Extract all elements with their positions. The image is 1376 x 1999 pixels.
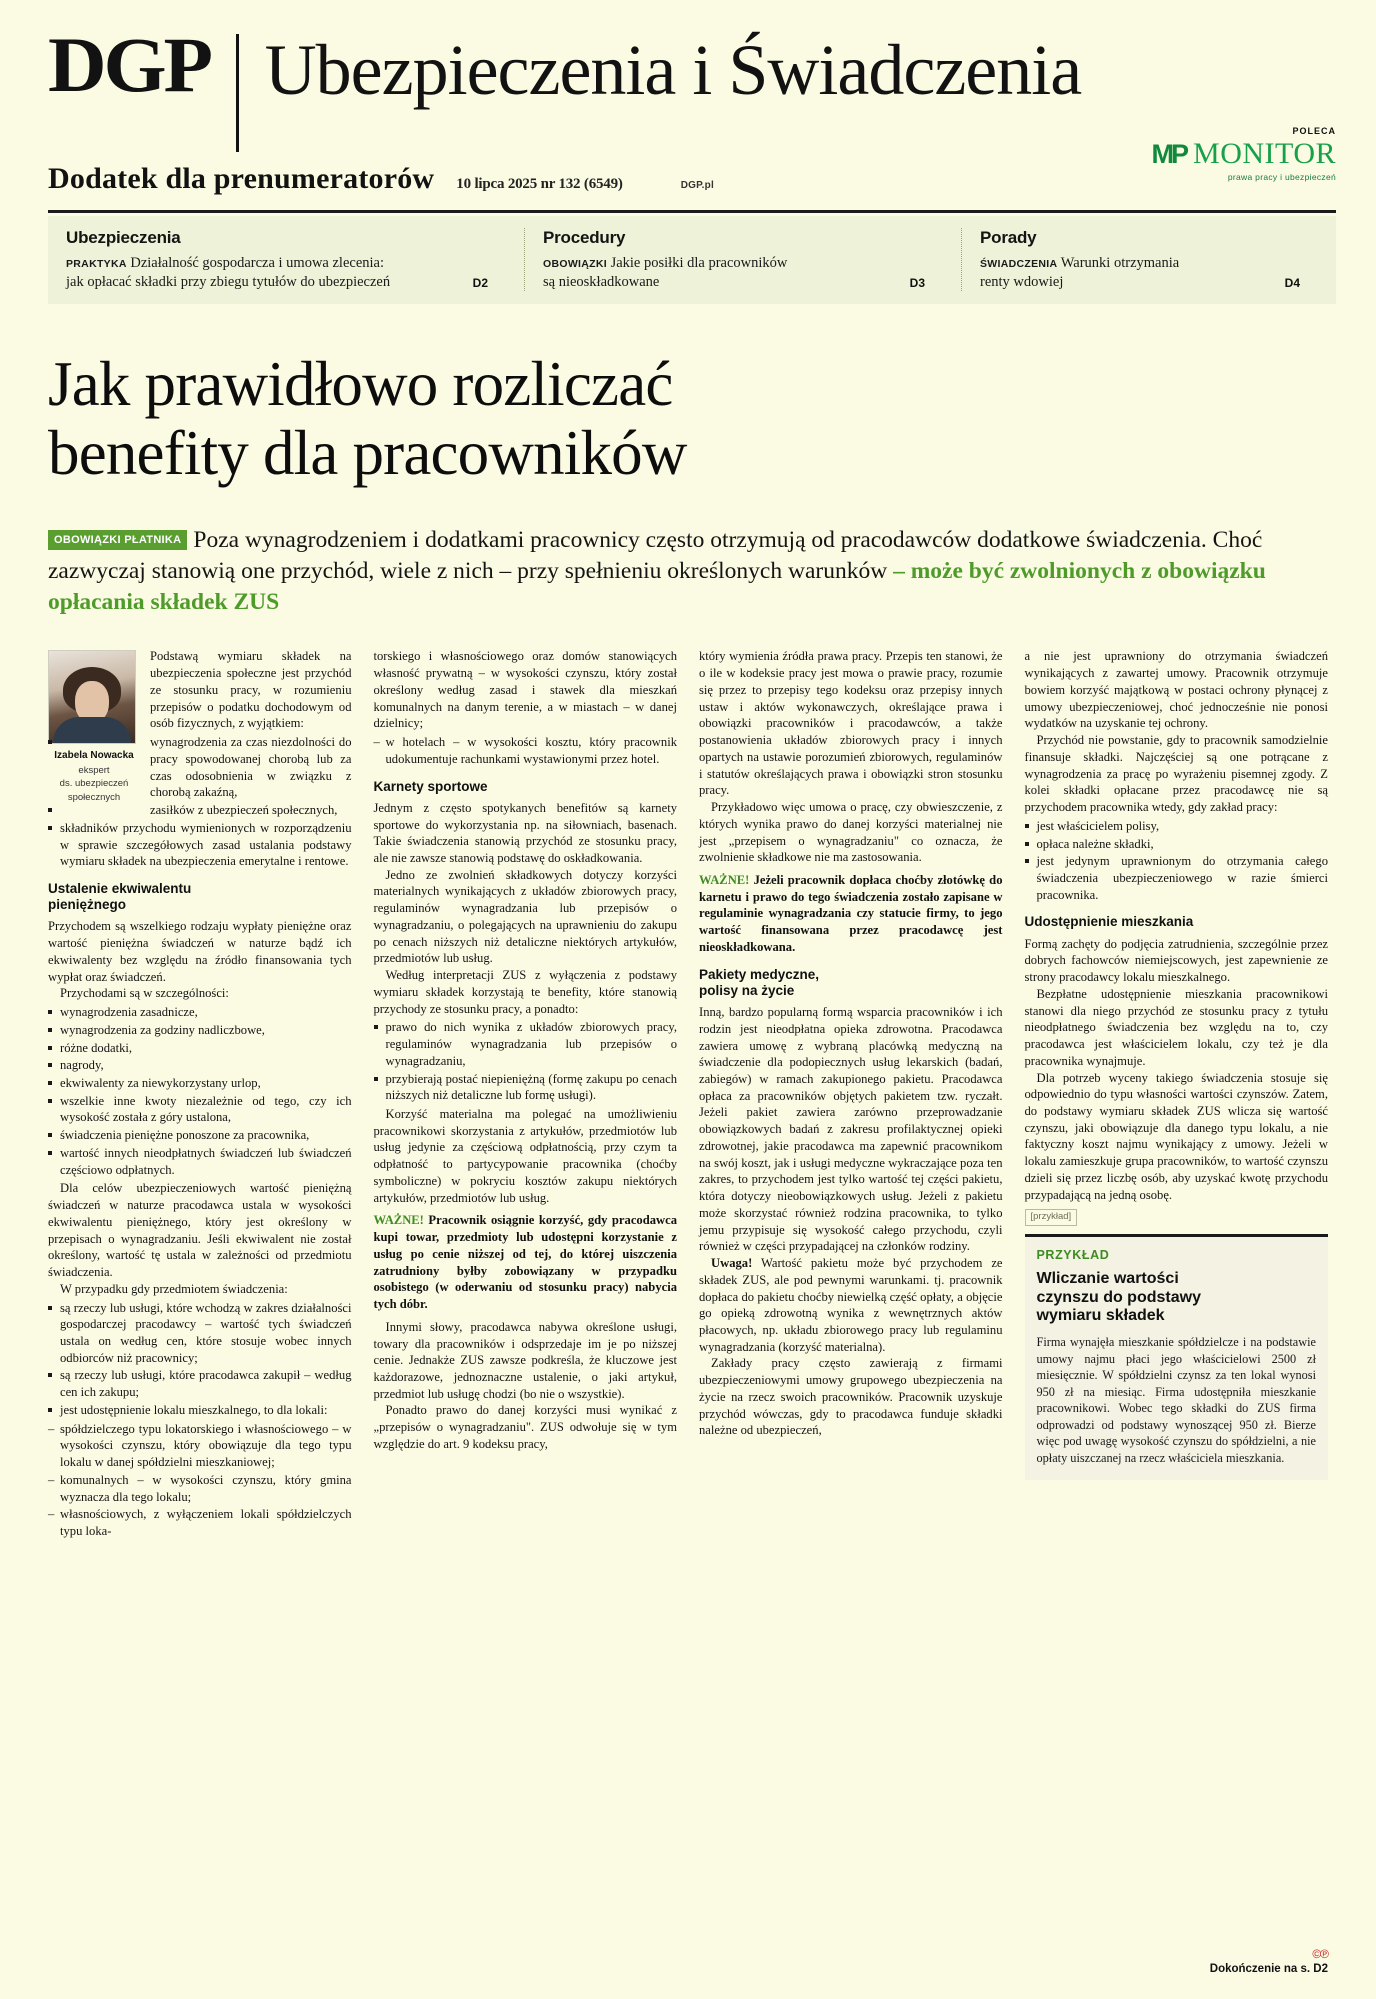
nav-heading: Porady <box>980 228 1037 247</box>
nav-teaser <box>66 254 506 291</box>
list-item: – spółdzielczego typu lokatorskiego i własnościowego – w wysokości czynszu, który obowiązuje dla tego typu lokalu w danej spółdzielni mieszkaniowej; <box>48 1421 352 1471</box>
partner-tagline: prawa pracy i ubezpieczeń <box>1227 172 1336 182</box>
author-role-3: społecznych <box>67 791 121 803</box>
copyright-icon: ©℗ <box>1312 1947 1328 1961</box>
supplement-title: Ubezpieczenia i Świadczenia <box>264 30 1082 110</box>
subhead-row <box>0 126 1376 196</box>
dash-list <box>48 1421 352 1540</box>
nav-page-ref: D4 <box>1284 275 1300 290</box>
author-name: Izabela Nowacka <box>54 750 134 762</box>
list-item: różne dodatki, <box>48 1040 352 1057</box>
paragraph: Jednym z często spotykanych benefitów są karnety sportowe do wykorzystania np. na siłowniach, basenach. Takie świadczenia stanowią przychód ze stosunku pracy, ale nie zawsze stanowią podstawę do oskładkowania. <box>373 800 677 865</box>
issue-line: 10 lipca 2025 nr 132 (6549) <box>456 176 623 192</box>
list-item: wynagrodzenia za godziny nadliczbowe, <box>48 1022 352 1039</box>
lead-text: Poza wynagrodzeniem i dodatkami pracownicy często otrzymują od pracodawców dodatkowe świadczenia. Choć zazwyczaj stanowią one przychód, wiele z nich – przy spełnieniu określonych warunków <box>48 526 1263 584</box>
dash-list <box>374 734 678 767</box>
subheading-udostepnienie: Udostępnienie mieszkania <box>1024 914 1194 930</box>
nav-heading: Procedury <box>543 228 626 247</box>
list-item: opłaca należne składki, <box>1025 836 1329 853</box>
paragraph: W przypadku gdy przedmiotem świadczenia: <box>60 1281 288 1296</box>
subheading-karnety: Karnety sportowe <box>373 778 488 794</box>
przyklad-title-line-3: wymiaru składek <box>1036 1307 1165 1325</box>
nav-item-procedury[interactable] <box>524 228 961 291</box>
partner-name: MONITOR <box>1193 137 1336 170</box>
uwaga-paragraph <box>699 1255 1003 1355</box>
przyklad-heading: PRZYKŁAD <box>1036 1248 1110 1263</box>
paragraph: który wymienia źródła prawa pracy. Przepis ten stanowi, że o ile w kodeksie pracy jest mowa o prawie pracy, rozumie się przez to przepisy tego kodeksu oraz przepisy innych ustaw i aktów wykonawczych, określające prawa i obowiązki pracowników i pracodawców, a także postanowienia układów zbiorowych pracy i innych opartych na ustawie porozumień zbiorowych, regulaminów i statutów określających prawa i obowiązki stron stosunku pracy. <box>699 649 1003 798</box>
przyklad-title-line-2: czynszu do podstawy <box>1036 1288 1201 1306</box>
poleca-label: POLECA <box>1292 126 1336 136</box>
uwaga-label: Uwaga! <box>711 1256 753 1271</box>
masthead-divider <box>236 34 239 152</box>
nav-kicker: OBOWIĄZKI <box>543 258 607 270</box>
list-item: jest właścicielem polisy, <box>1025 818 1329 835</box>
wazne-paragraph <box>374 1212 678 1312</box>
author-role-2: ds. ubezpieczeń <box>59 778 129 790</box>
list-item: wynagrodzenia za czas niezdolności do pracy spowodowanej chorobą lub za czas odosobnienia w związku z chorobą zakaźną, <box>48 734 352 801</box>
paragraph: Dla potrzeb wyceny takiego świadczenia stosuje się odpowiednio do typu własności wartości czynszów. Zatem, do podstawy wymiaru składek ZUS wlicza się wartość czynszu, jaki obowiązuje dla danego typu lokalu, a nie faktyczny koszt najmu wynikający z umowy. Jeżeli w lokalu zamieszkuje grupa pracowników, to wartość czynszu dzieli się przez liczbę osób, aby uzyskać kwotę przychodu przypadającą na jedną osobę. <box>1024 1070 1328 1202</box>
paragraph: torskiego i własnościowego oraz domów stanowiących własność prywatną – w wysokości czynszu, który został określony według zasad i stawek dla mieszkań komunalnych na danym terenie, a w miastach – w danej dzielnicy; <box>373 649 677 731</box>
uwaga-text: Wartość pakietu może być przychodem ze składek ZUS, ale pod pewnymi warunkami. tj. pracownik dopłaca do pakietu choćby niewielką część opłaty, a objęcie go opieką zdrowotną wynika z wewnętrznych aktów płacowych, np. układu zbiorowego pracy lub regulaminu wynagradzania (korzyść materialna). <box>699 1256 1003 1354</box>
subheading-line-1: Ustalenie ekwiwalentu <box>48 880 192 896</box>
wazne-label: WAŻNE! <box>699 872 750 887</box>
subheading-ekwiwalent <box>48 881 352 913</box>
paragraph: Jedno ze zwolnień składkowych dotyczy korzyści materialnych wynikających z układów zbiorowych pracy, regulaminów wynagradzania lub przepisów o wynagradzaniu, o polegających na uprawnieniu do zakupu po cenach niższych niż detaliczne niektórych artykułów, przedmiotów lub usług. <box>373 867 677 966</box>
dgp-logo[interactable]: DGP <box>48 21 210 108</box>
lead-badge: OBOWIĄZKI PŁATNIKA <box>48 530 187 551</box>
list-item: są rzeczy lub usługi, które pracodawca zakupił – według cen ich zakupu; <box>48 1367 352 1400</box>
nav-bar <box>48 216 1336 304</box>
subheading-line-1: Pakiety medyczne, <box>699 966 820 982</box>
bullet-list <box>48 1004 352 1178</box>
paragraph: Inną, bardzo popularną formą wsparcia pracowników i ich rodzin jest nieodpłatna opieka zdrowotna. Pracodawca zawiera umowę z wybraną placówką medyczną na świadczenie dla podopiecznych usług lekarskich (badań, zabiegów) w ramach zakupionego pakietu. Pracodawca opłaca za pracowników objętych pakietem tzw. ryczałt. Jeżeli pakiet zawiera zarówno przeprowadzanie obowiązkowych badań z zakresu profilaktycznej opieki zdrowotnej, jakie pracodawca ma zapewnić pracownikom na swój koszt, jak i usługi medyczne wykraczające poza ten zakres, to przychodem jest tylko wartość tej części pakietu, która dotyczy nieobowiązkowych usług. Jeżeli z pakietu może skorzystać również rodzina pracownika, to tylko jemu przypisuje się wysokość całego przychodu, czyli również w części przypadającej na członków rodziny. <box>699 1005 1003 1254</box>
list-item: – komunalnych – w wysokości czynszu, który gmina wyznacza dla tego lokalu; <box>48 1472 352 1505</box>
nav-teaser <box>543 254 943 291</box>
supplement-label: Dodatek dla prenumeratorów <box>48 162 435 195</box>
nav-text-1: Działalność gospodarcza i umowa zlecenia: <box>130 255 384 271</box>
list-item: zasiłków z ubezpieczeń społecznych, <box>48 802 352 819</box>
bullet-list <box>1025 818 1329 904</box>
list-item: prawo do nich wynika z układów zbiorowych pracy, regulaminów wynagradzania lub przepisów o wynagradzaniu, <box>374 1019 678 1069</box>
avatar <box>48 650 136 744</box>
paragraph: Formą zachęty do podjęcia zatrudnienia, szczególnie przez dobrych fachowców niemiejscowych, jest zapewnienie ze strony pracodawcy lokalu mieszkalnego. <box>1024 936 1328 985</box>
list-item: – w hotelach – w wysokości kosztu, który pracownik udokumentuje rachunkami wystawionymi przez hotel. <box>374 734 678 767</box>
nav-bar-wrapper <box>48 210 1336 304</box>
headline-line-1: Jak prawidłowo rozliczać <box>48 349 673 420</box>
wazne-text: Pracownik osiągnie korzyść, gdy pracodawca kupi towar, przedmioty lub udostępni korzystanie z usług po cenie niższej od tej, do której uiszczenia zatrudniony byłby zobowiązany w przypadku osobistego (w oderwaniu od stosunku pracy) nabycia tych dóbr. <box>373 1213 677 1312</box>
nav-item-ubezpieczenia[interactable] <box>48 228 524 291</box>
nav-text-2: są nieoskładkowane <box>543 273 660 290</box>
body-column-3 <box>699 648 1003 1541</box>
list-item: są rzeczy lub usługi, które wchodzą w zakres działalności gospodarczej pracodawcy – wartość tych świadczeń ustala on według cen, które stosuje wobec innych odbiorców niż pracownicy; <box>48 1300 352 1367</box>
przyklad-box <box>1025 1234 1329 1480</box>
wazne-label: WAŻNE! <box>373 1213 424 1228</box>
lead-highlight: – może być zwolnionych z obowiązku opłacania składek ZUS <box>48 557 1266 616</box>
paragraph: Przychodem są wszelkiego rodzaju wypłaty pieniężne oraz wartość pieniężna świadczeń w naturze bądź ich ekwiwalenty bez względu na źródło finansowania tych wypłat oraz świadczeń. <box>48 919 352 984</box>
list-item: składników przychodu wymienionych w rozporządzeniu w sprawie szczegółowych zasad ustalania podstawy wymiaru składek na ubezpieczenia emerytalne i rentowe. <box>48 820 352 870</box>
article-headline <box>48 350 1328 489</box>
list-item: wartość innych nieodpłatnych świadczeń lub świadczeń częściowo odpłatnych. <box>48 1145 352 1178</box>
wazne-paragraph <box>699 872 1003 956</box>
paragraph: Dla celów ubezpieczeniowych wartość pieniężną świadczeń w naturze pracodawca ustala w wysokości ekwiwalentu pieniężnego, który jest określony w przepisach o wynagradzaniu. Jeśli ekwiwalent nie został określony, wartość tę ustala w zależności od przedmiotu świadczenia. <box>48 1181 352 1280</box>
list-item: – własnościowych, z wyłączeniem lokali spółdzielczych typu loka- <box>48 1506 352 1539</box>
bullet-list <box>48 1300 352 1419</box>
partner-logo-block <box>1152 126 1336 182</box>
mp-mark-icon: MP <box>1151 138 1187 169</box>
list-item: jest jedynym uprawnionym do otrzymania całego świadczenia ubezpieczeniowego w razie śmierci pracownika. <box>1025 853 1329 903</box>
paragraph: Korzyść materialna ma polegać na umożliwieniu pracownikowi skorzystania z artykułów, przedmiotów lub usług jedynie za częściową odpłatnością, przy czym ta odpłatność to partycypowanie pracownika (choćby symboliczne) w pokryciu kosztów zakupu niektórych artykułów, przedmiotów lub usług. <box>373 1106 677 1205</box>
site-url[interactable]: DGP.pl <box>680 180 714 191</box>
subheading-line-2: polisy na życie <box>699 982 795 998</box>
author-role-1: ekspert <box>78 764 110 776</box>
list-item: świadczenia pieniężne ponoszone za pracownika, <box>48 1127 352 1144</box>
list-item: przybierają postać niepieniężną (formę zakupu po cenach niższych niż detaliczne lub formę usługi). <box>374 1071 678 1104</box>
paragraph: Zakłady pracy często zawierają z firmami ubezpieczeniowymi umowy grupowego ubezpieczenia na życie na rzecz swoich pracowników. Pracownik uzyskuje przychód wówczas, gdy to pracodawca funduje składki należne od ubezpieczeń, <box>699 1356 1003 1438</box>
paragraph: Przychodami są w szczególności: <box>60 986 229 1001</box>
paragraph: Bezpłatne udostępnienie mieszkania pracownikowi stanowi dla niego przychód ze stosunku pracy z tytułu nieodpłatnego świadczenia bez względu na to, czy pracodawca jest właścicielem lokalu, czy też je dla pracownika wynajmuje. <box>1024 986 1328 1068</box>
article-body <box>48 648 1328 1541</box>
list-item: wynagrodzenia zasadnicze, <box>48 1004 352 1021</box>
subheading-pakiety <box>699 967 1003 999</box>
list-item: ekwiwalenty za niewykorzystany urlop, <box>48 1075 352 1092</box>
headline-line-2: benefity dla pracowników <box>48 418 687 489</box>
paragraph: Przychód nie powstanie, gdy to pracownik samodzielnie finansuje składki. Najczęściej są one potrącane z wynagrodzenia za pracę po wyrażeniu pisemnej zgody. Z kolei składki opłacane przez pracodawcę nie są przychodem pracownika wtedy, gdy zakład pracy: <box>1024 733 1328 815</box>
przyklad-body: Firma wynajęła mieszkanie spółdzielcze i na podstawie umowy najmu płaci jego właścicielowi 2500 zł miesięcznie. W spółdzielni czynsz za ten lokal wynosi 950 zł na miesiąc. Firma udostępniła mieszkanie pracownikowi. Wobec tego składki do ZUS firma odprowadzi od podstawy wynoszącej 950 zł. Bierze więc pod uwagę wysokość czynszu do spółdzielni, a nie opłaty uiszczanej na rzecz właściciela mieszkania. <box>1036 1335 1316 1465</box>
list-item: nagrody, <box>48 1057 352 1074</box>
bullet-list <box>48 734 352 870</box>
nav-page-ref: D2 <box>472 275 488 290</box>
nav-heading: Ubezpieczenia <box>66 228 181 247</box>
nav-text-1: Jakie posiłki dla pracowników <box>610 255 788 271</box>
przyklad-tag: [przykład] <box>1025 1209 1078 1226</box>
paragraph: a nie jest uprawniony do otrzymania świadczeń wynikających z zawartej umowy. Pracownik otrzymuje bowiem korzyść majątkową w postaci ochrony płynącej z umowy ubezpieczeniowej, choć jednocześnie nie ponosi wydatków na uzyskanie tej ochrony. <box>1024 649 1328 731</box>
nav-text-2: renty wdowiej <box>980 273 1064 290</box>
nav-text-1: Warunki otrzymania <box>1060 255 1180 271</box>
page-footer <box>1210 1947 1328 1975</box>
subheading-line-2: pieniężnego <box>48 897 127 913</box>
paragraph: Według interpretacji ZUS z wyłączenia z podstawy wymiaru składek korzystają te benefity, które stanowią przychody ze stosunku pracy, a ponadto: <box>373 968 677 1016</box>
nav-kicker: PRAKTYKA <box>66 258 127 270</box>
wazne-text: Jeżeli pracownik dopłaca choćby złotówkę do karnetu i prawo do tego świadczenia zostało zapisane w regulaminie wynagradzania czy statucie firmy, to jego wartość finansowana przez pracodawcę jest nieoskładkowana. <box>699 872 1003 954</box>
paragraph: Przykładowo więc umowa o pracę, czy obwieszczenie, z których wynika prawo do danej korzyści materialnej nie jest „przepisem o wynagradzaniu" co oznacza, że zwolnienie składkowe nie ma zastosowania. <box>699 800 1003 865</box>
nav-kicker: ŚWIADCZENIA <box>980 258 1058 270</box>
list-item: wszelkie inne kwoty niezależnie od tego, czy ich wysokość została z góry ustalona, <box>48 1093 352 1126</box>
paragraph: Innymi słowy, pracodawca nabywa określone usługi, towary dla pracowników i odsprzedaje im je po niższej cenie. Jednakże ZUS zawsze podkreśla, że kluczowe jest każdorazowe, jednoznaczne ustalenie, o jaki artykuł, przedmiot lub usługę chodzi (bo nie o wszystkie). <box>373 1319 677 1401</box>
nav-item-porady[interactable] <box>961 228 1336 291</box>
przyklad-title <box>1037 1270 1317 1327</box>
continuation-note: Dokończenie na s. D2 <box>1209 1963 1328 1975</box>
article-lead <box>48 525 1328 619</box>
body-column-4 <box>1025 648 1329 1541</box>
nav-page-ref: D3 <box>909 275 925 290</box>
bullet-list <box>374 1019 678 1104</box>
nav-text-2: jak opłacać składki przy zbiegu tytułów do ubezpieczeń <box>66 273 391 290</box>
przyklad-title-line-1: Wliczanie wartości <box>1036 1269 1179 1287</box>
paragraph: Podstawą wymiaru składek na ubezpieczenia społeczne jest przychód ze stosunku pracy, w rozumieniu przepisów o podatku dochodowym od osób fizycznych, z wyjątkiem: <box>150 649 352 731</box>
body-column-1 <box>48 648 352 1541</box>
paragraph: Ponadto prawo do danej korzyści musi wynikać z „przepisów o wynagradzaniu". ZUS odwołuje się w tym względzie do art. 9 kodeksu pracy, <box>373 1403 677 1451</box>
list-item: jest udostępnienie lokalu mieszkalnego, to dla lokali: <box>48 1402 352 1419</box>
nav-teaser <box>980 254 1318 291</box>
body-column-2 <box>374 648 678 1541</box>
